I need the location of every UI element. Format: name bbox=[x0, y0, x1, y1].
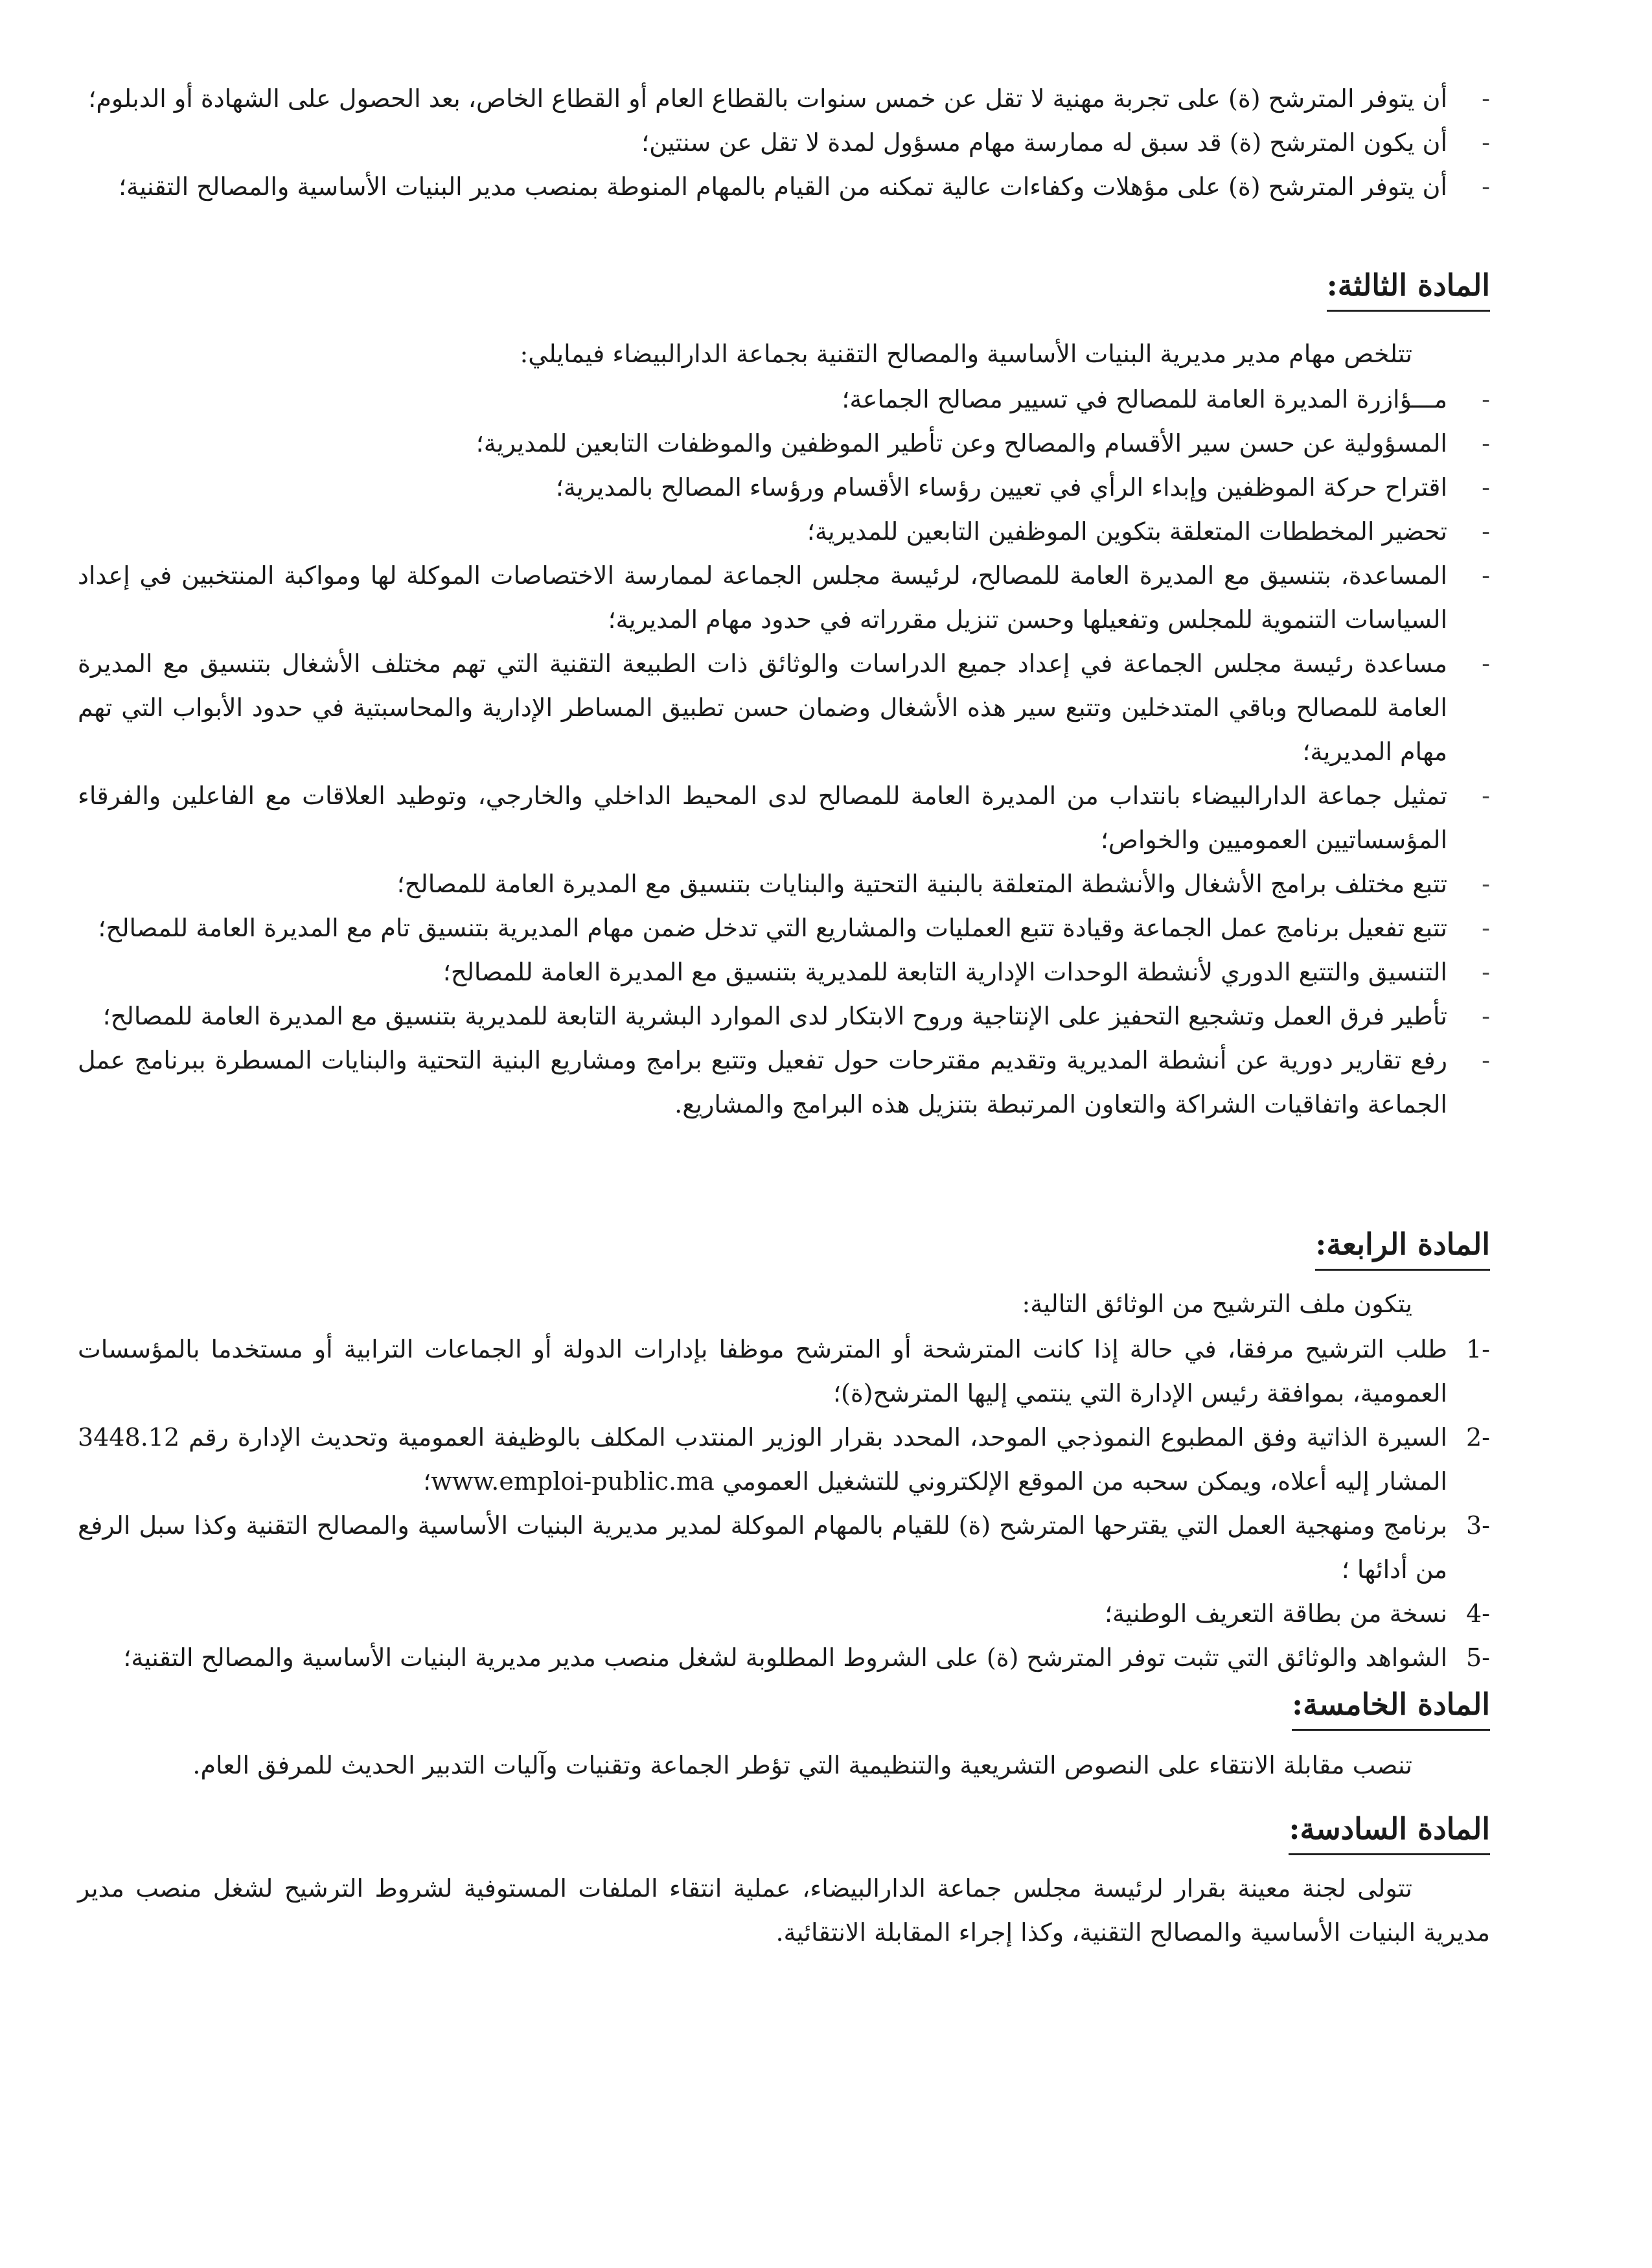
article5-title: المادة الخامسة: bbox=[1292, 1684, 1490, 1731]
decree-number: 3448.12 bbox=[78, 1423, 180, 1452]
item-text: نسخة من بطاقة التعريف الوطنية؛ bbox=[1104, 1599, 1447, 1628]
list-item bbox=[78, 1503, 1490, 1591]
article3-list bbox=[78, 377, 1490, 1126]
website-link[interactable]: www.emploi-public.ma bbox=[431, 1467, 715, 1496]
list-item: - التنسيق والتتبع الدوري لأنشطة الوحدات الإدارية التابعة للمديرية بتنسيق مع المديرة العامة للمصالح؛ bbox=[78, 950, 1490, 994]
article6-text: تتولى لجنة معينة بقرار لرئيسة مجلس جماعة الدارالبيضاء، عملية انتقاء الملفات المستوفية لشروط الترشيح لشغل منصب مدير مديرية البنيات الأساسية والمصالح التقنية، وكذا إجراء المقابلة الانتقائية. bbox=[78, 1874, 1490, 1947]
article4-intro: يتكون ملف الترشيح من الوثائق التالية: bbox=[1022, 1290, 1412, 1318]
item-text: طلب الترشيح مرفقا، في حالة إذا كانت المترشحة أو المترشح موظفا بإدارات الدولة أو الجماعات الترابية أو مستخدما بالمؤسسات العمومية، بموافقة رئيس الإدارة التي ينتمي إليها المترشح(ة)؛ bbox=[78, 1335, 1447, 1407]
list-item: - أن يتوفر المترشح (ة) على تجربة مهنية لا تقل عن خمس سنوات بالقطاع العام أو القطاع الخاص، بعد الحصول على الشهادة أو الدبلوم؛ bbox=[78, 76, 1490, 121]
article4-title: المادة الرابعة: bbox=[1315, 1223, 1490, 1271]
item-text: المشار إليه أعلاه، ويمكن سحبه من الموقع الإلكتروني للتشغيل العمومي bbox=[722, 1467, 1447, 1496]
item-text: السيرة الذاتية وفق المطبوع النموذجي الموحد، المحدد بقرار الوزير المنتدب المكلف بالوظيفة العمومية وتحديث الإدارة رقم bbox=[189, 1423, 1447, 1452]
item-number: -1 bbox=[1465, 1335, 1490, 1363]
list-item: - تحضير المخططات المتعلقة بتكوين الموظفين التابعين للمديرية؛ bbox=[78, 509, 1490, 553]
item-number: -4 bbox=[1465, 1599, 1490, 1628]
list-item: - المسؤولية عن حسن سير الأقسام والمصالح وعن تأطير الموظفين والموظفات التابعين للمديرية؛ bbox=[78, 421, 1490, 465]
article5-text: تنصب مقابلة الانتقاء على النصوص التشريعية والتنظيمية التي تؤطر الجماعة وتقنيات وآليات التدبير الحديث للمرفق العام. bbox=[192, 1751, 1412, 1779]
list-item bbox=[78, 1591, 1490, 1636]
list-item bbox=[78, 1415, 1490, 1503]
article3-intro: تتلخص مهام مدير مديرية البنيات الأساسية والمصالح التقنية بجماعة الدارالبيضاء فيمايلي: bbox=[520, 340, 1412, 368]
list-item: - تمثيل جماعة الدارالبيضاء بانتداب من المديرة العامة للمصالح لدى المحيط الداخلي والخارجي، وتوطيد العلاقات مع الفاعلين والفرقاء المؤسساتيين العموميين والخواص؛ bbox=[78, 774, 1490, 862]
list-item: - رفع تقارير دورية عن أنشطة المديرية وتقديم مقترحات حول تفعيل وتتبع برامج ومشاريع البنية التحتية والبنايات المسطرة ببرنامج عمل الجماعة واتفاقيات الشراكة والتعاون المرتبطة بتنزيل هذه البرامج والمشاريع. bbox=[78, 1038, 1490, 1126]
list-item: - تتبع تفعيل برنامج عمل الجماعة وقيادة تتبع العمليات والمشاريع التي تدخل ضمن مهام المديرية بتنسيق تام مع المديرة العامة للمصالح؛ bbox=[78, 906, 1490, 950]
list-item: - اقتراح حركة الموظفين وإبداء الرأي في تعيين رؤساء الأقسام ورؤساء المصالح بالمديرية؛ bbox=[78, 465, 1490, 509]
list-item: - تأطير فرق العمل وتشجيع التحفيز على الإنتاجية وروح الابتكار لدى الموارد البشرية التابعة للمديرية بتنسيق مع المديرة العامة للمصالح؛ bbox=[78, 994, 1490, 1038]
list-item: - أن يكون المترشح (ة) قد سبق له ممارسة مهام مسؤول لمدة لا تقل عن سنتين؛ bbox=[78, 121, 1490, 165]
item-number: -3 bbox=[1465, 1511, 1490, 1540]
article4-list bbox=[78, 1327, 1490, 1680]
list-item bbox=[78, 1327, 1490, 1415]
list-item: - مـــؤازرة المديرة العامة للمصالح في تسيير مصالح الجماعة؛ bbox=[78, 377, 1490, 421]
article6-title: المادة السادسة: bbox=[1289, 1808, 1490, 1855]
intro-bullet-list bbox=[78, 76, 1490, 209]
item-text: ؛ bbox=[423, 1467, 431, 1496]
article3-title: المادة الثالثة: bbox=[1327, 264, 1490, 312]
list-item: - المساعدة، بتنسيق مع المديرة العامة للمصالح، لرئيسة مجلس الجماعة لممارسة الاختصاصات الموكلة لها ومواكبة المنتخبين في إعداد السياسات التنموية للمجلس وتفعيلها وحسن تنزيل مقرراته في حدود مهام المديرية؛ bbox=[78, 553, 1490, 642]
item-number: -2 bbox=[1465, 1423, 1490, 1452]
item-text: برنامج ومنهجية العمل التي يقترحها المترشح (ة) للقيام بالمهام الموكلة لمدير مديرية البنيات الأساسية والمصالح التقنية وكذا سبل الرفع من أدائها ؛ bbox=[78, 1511, 1447, 1584]
item-number: -5 bbox=[1465, 1643, 1490, 1672]
list-item bbox=[78, 1636, 1490, 1680]
item-text: الشواهد والوثائق التي تثبت توفر المترشح (ة) على الشروط المطلوبة لشغل منصب مدير مديرية البنيات الأساسية والمصالح التقنية؛ bbox=[123, 1643, 1447, 1672]
list-item: - تتبع مختلف برامج الأشغال والأنشطة المتعلقة بالبنية التحتية والبنايات بتنسيق مع المديرة العامة للمصالح؛ bbox=[78, 862, 1490, 906]
list-item: - مساعدة رئيسة مجلس الجماعة في إعداد جميع الدراسات والوثائق ذات الطبيعة التقنية التي تهم مختلف الأشغال بتنسيق مع المديرة العامة للمصالح وباقي المتدخلين وتتبع سير هذه الأشغال وضمان حسن تطبيق المساطر الإدارية والمحاسبتية في حدود الأبواب التي تهم مهام المديرية؛ bbox=[78, 642, 1490, 774]
list-item: - أن يتوفر المترشح (ة) على مؤهلات وكفاءات عالية تمكنه من القيام بالمهام المنوطة بمنصب مدير البنيات الأساسية والمصالح التقنية؛ bbox=[78, 165, 1490, 209]
